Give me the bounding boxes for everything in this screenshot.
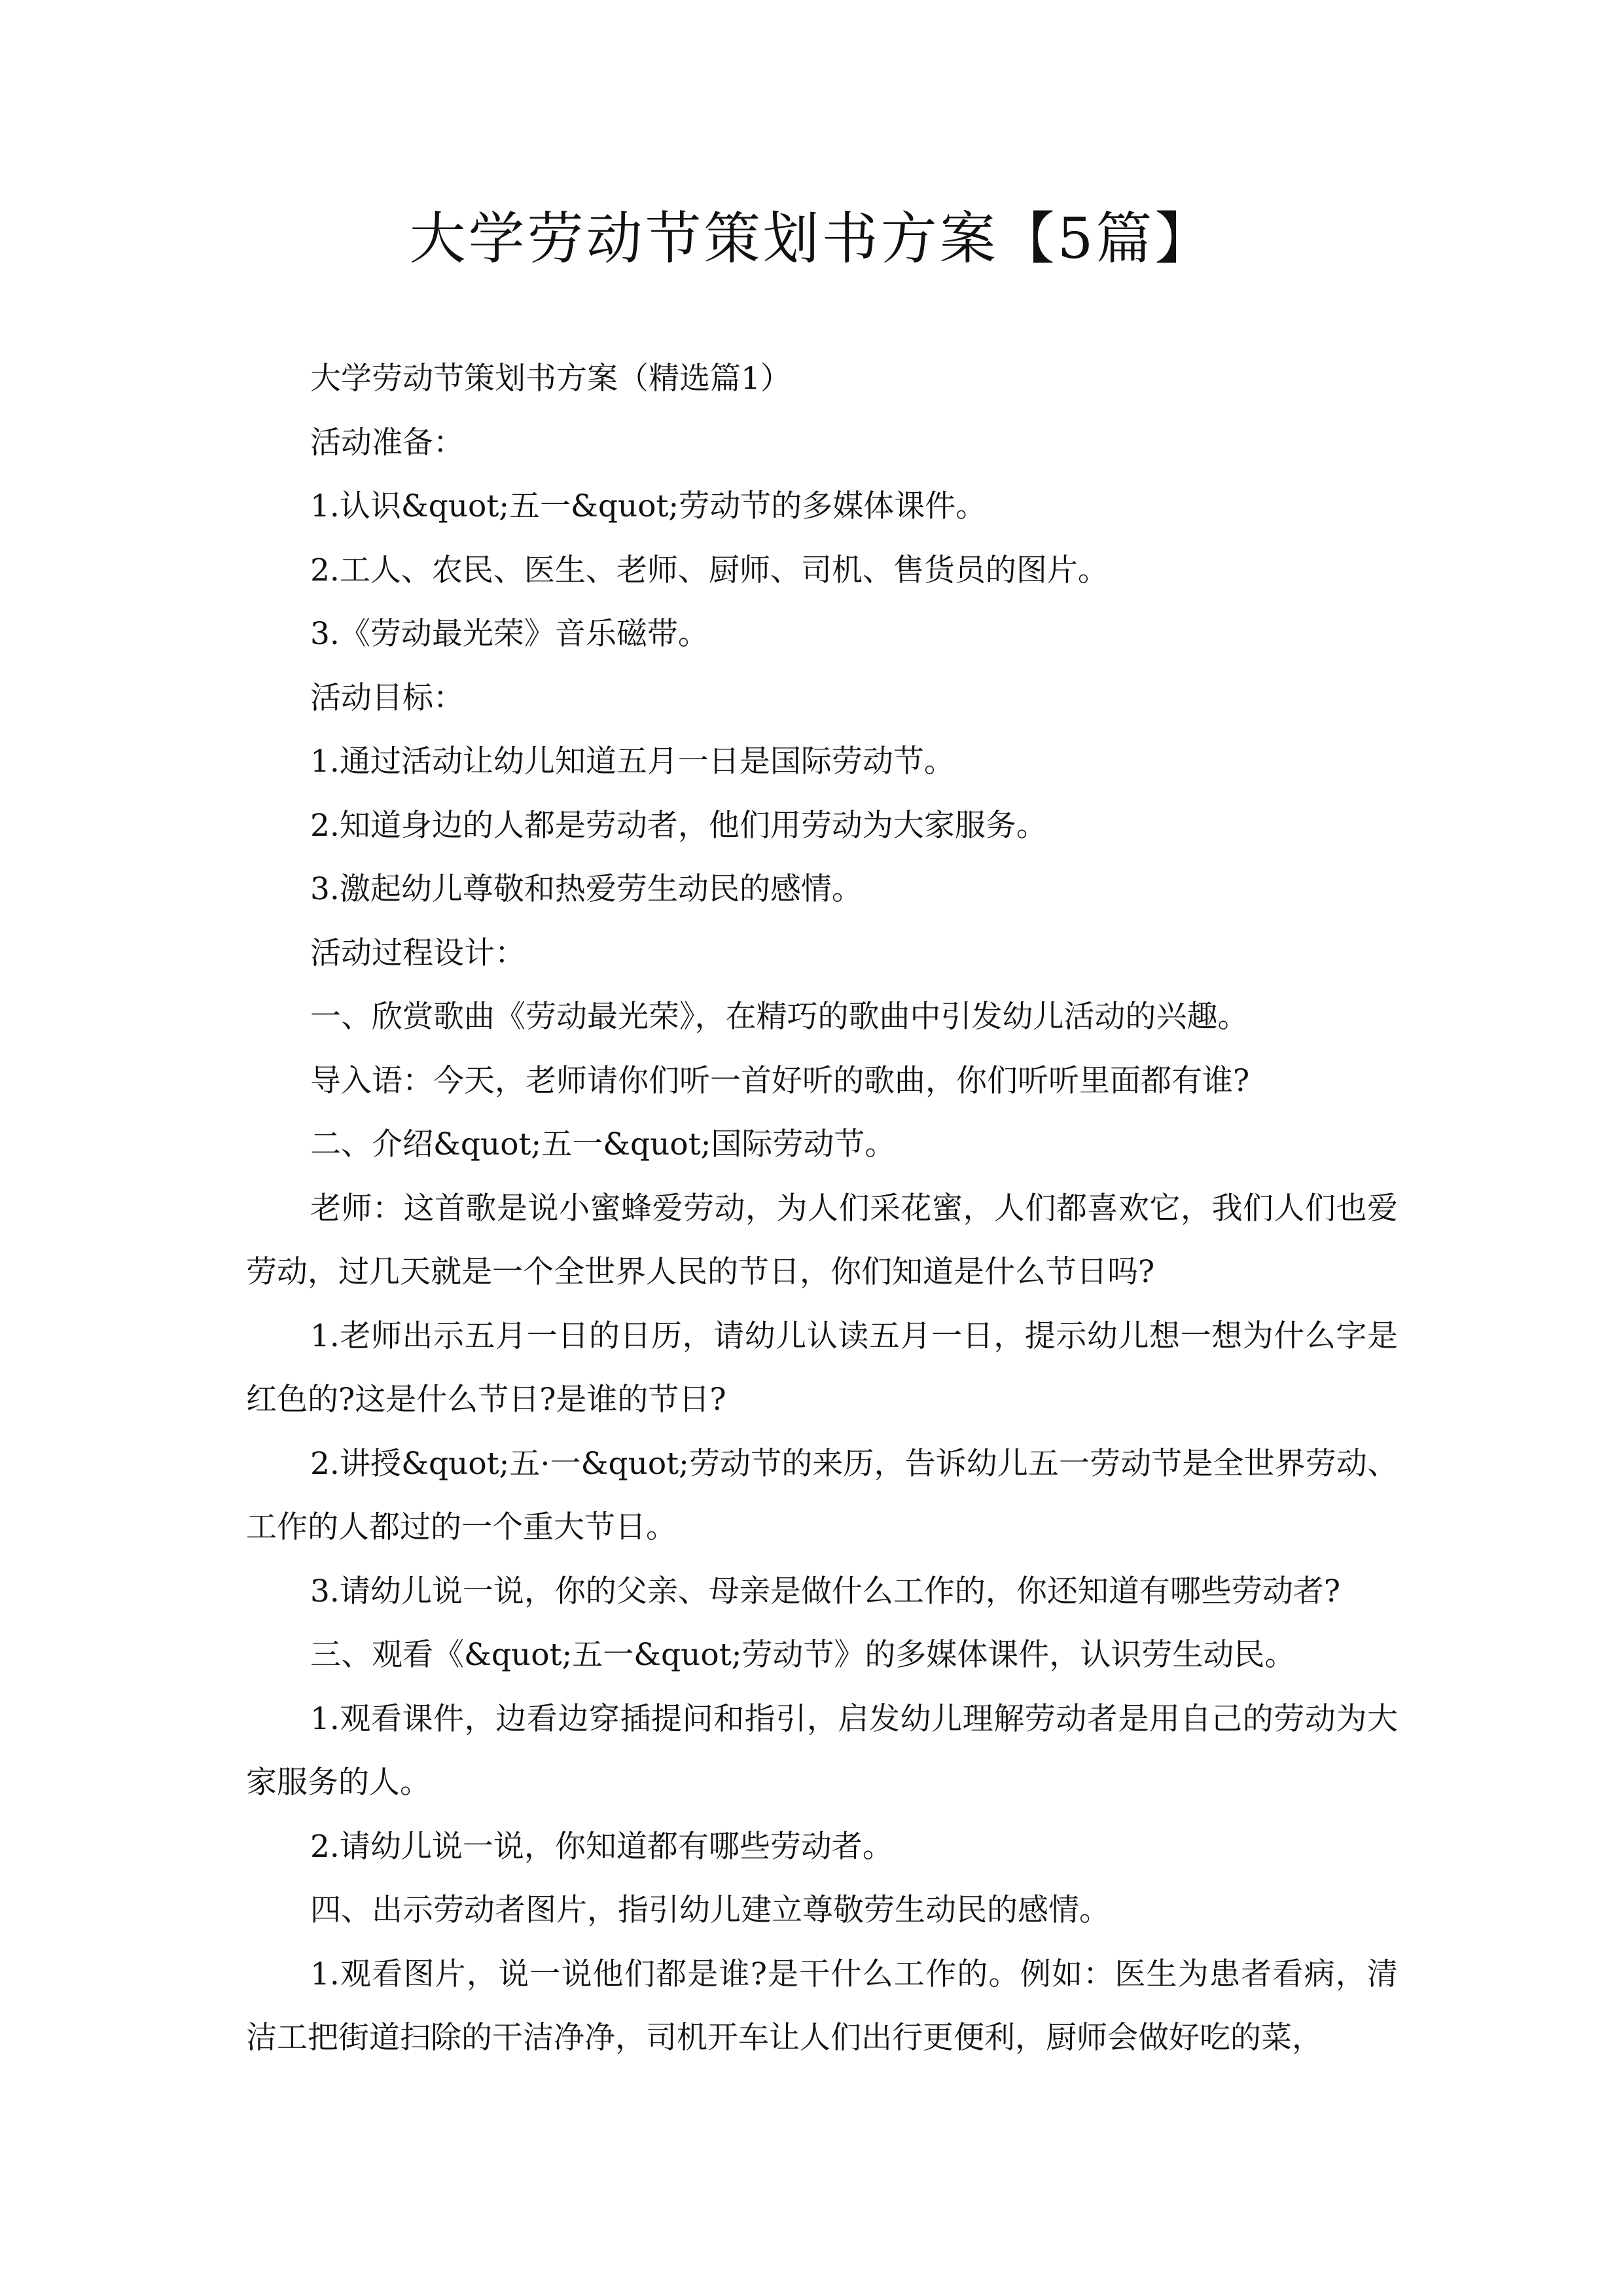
paragraph: 3.《劳动最光荣》音乐磁带。 (310, 616, 709, 652)
paragraph: 1.老师出示五月一日的日历，请幼儿认读五月一日，提示幼儿想一想为什么字是红色的?这是什么节日?是谁的节日? (246, 1318, 1398, 1418)
paragraph: 二、介绍&quot;五一&quot;国际劳动节。 (310, 1126, 896, 1162)
paragraph: 2.请幼儿说一说，你知道都有哪些劳动者。 (310, 1828, 893, 1865)
paragraph: 导入语：今天，老师请你们听一首好听的歌曲，你们听听里面都有谁? (310, 1062, 1250, 1099)
section-heading: 大学劳动节策划书方案（精选篇1） (310, 361, 791, 397)
paragraph: 2.讲授&quot;五·一&quot;劳动节的来历，告诉幼儿五一劳动节是全世界劳动、工作的人都过的一个重大节日。 (246, 1445, 1398, 1545)
paragraph: 1.观看图片，说一说他们都是谁?是干什么工作的。例如：医生为患者看病，清洁工把街道扫除的干洁净净，司机开车让人们出行更便利，厨师会做好吃的菜， (246, 1956, 1398, 2056)
document-title: 大学劳动节策划书方案【5篇】 (409, 206, 1214, 272)
paragraph: 1.观看课件，边看边穿插提问和指引，启发幼儿理解劳动者是用自己的劳动为大家服务的人。 (246, 1700, 1398, 1801)
paragraph: 活动准备： (310, 424, 464, 461)
paragraph: 2.工人、农民、医生、老师、厨师、司机、售货员的图片。 (310, 552, 1109, 588)
paragraph: 三、观看《&quot;五一&quot;劳动节》的多媒体课件，认识劳生动民。 (310, 1637, 1296, 1673)
document-body (246, 347, 1398, 2070)
paragraph: 2.知道身边的人都是劳动者，他们用劳动为大家服务。 (310, 807, 1047, 844)
paragraph: 3.请幼儿说一说，你的父亲、母亲是做什么工作的，你还知道有哪些劳动者? (310, 1573, 1341, 1609)
paragraph: 四、出示劳动者图片，指引幼儿建立尊敬劳生动民的感情。 (310, 1892, 1110, 1928)
paragraph: 3.激起幼儿尊敬和热爱劳生动民的感情。 (310, 871, 863, 907)
paragraph: 1.认识&quot;五一&quot;劳动节的多媒体课件。 (310, 488, 987, 524)
paragraph: 1.通过活动让幼儿知道五月一日是国际劳动节。 (310, 744, 955, 780)
paragraph: 活动过程设计： (310, 935, 526, 971)
paragraph: 一、欣赏歌曲《劳动最光荣》，在精巧的歌曲中引发幼儿活动的兴趣。 (310, 999, 1249, 1035)
paragraph: 老师：这首歌是说小蜜蜂爱劳动，为人们采花蜜，人们都喜欢它，我们人们也爱劳动，过几天就是一个全世界人民的节日，你们知道是什么节日吗? (246, 1190, 1398, 1290)
paragraph: 活动目标： (310, 679, 464, 716)
